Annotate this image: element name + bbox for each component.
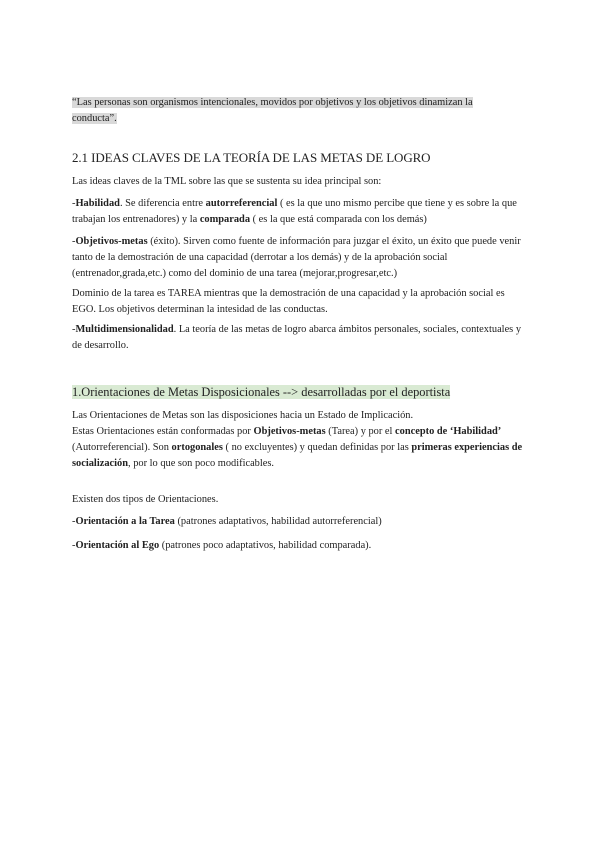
term-concepto-habilidad: concepto de ‘Habilidad’ (395, 426, 502, 437)
ego-paragraph (72, 538, 528, 554)
orientaciones-paragraph-1: Las Orientaciones de Metas son las disposiciones hacia un Estado de Implicación. (72, 410, 414, 421)
bullet-dash: - (72, 324, 76, 335)
term-orientacion-tarea: Orientación a la Tarea (75, 516, 175, 527)
habilidad-paragraph (72, 196, 528, 228)
term-orientacion-ego: Orientación al Ego (75, 540, 160, 551)
term-multidimensionalidad: Multidimensionalidad (75, 324, 174, 335)
term-objetivos-metas: Objetivos-metas (253, 426, 326, 437)
text-run: (patrones poco adaptativos, habilidad comparada). (159, 540, 372, 551)
tipos-paragraph: Existen dos tipos de Orientaciones. (72, 494, 219, 505)
bullet-dash: - (72, 198, 76, 209)
term-objetivos-metas: Objetivos-metas (75, 236, 148, 247)
text-run: (Tarea) y por el (325, 426, 396, 437)
intro-paragraph: Las ideas claves de la TML sobre las que se sustenta su idea principal son: (72, 176, 382, 187)
orientaciones-heading-text: 1.Orientaciones de Metas Disposicionales --> desarrolladas por el deportista (72, 385, 451, 399)
objetivos-paragraph (72, 234, 528, 282)
orientaciones-paragraph-2 (72, 424, 528, 472)
opening-quote (72, 95, 502, 127)
dominio-paragraph: Dominio de la tarea es TAREA mientras que la demostración de una capacidad y la aprobación social es EGO. Los objetivos determinan la intesidad de las conductas. (72, 288, 505, 315)
term-comparada: comparada (199, 214, 251, 225)
text-run: ( no excluyentes) y quedan definidas por las (222, 442, 412, 453)
text-run: Estas Orientaciones están conformadas por (72, 426, 254, 437)
term-primeras-experiencias: primeras experiencias de socialización (72, 442, 523, 469)
text-run: (éxito). Sirven como fuente de información para juzgar el éxito, un éxito que puede venir tanto de la demostración de una capacidad (derrotar a los demás) y de la aprobación social (entrenador,grada,etc.) como del dominio de una tarea (mejorar,progresar,etc.) (72, 236, 521, 279)
term-autorreferencial: autorreferencial (205, 198, 278, 209)
text-run: ( es la que está comparada con los demás) (250, 214, 427, 225)
term-habilidad: Habilidad (75, 198, 120, 209)
term-ortogonales: ortogonales (171, 442, 223, 453)
orientaciones-heading (72, 384, 450, 400)
section-heading: 2.1 IDEAS CLAVES DE LA TEORÍA DE LAS METAS DE LOGRO (72, 150, 431, 165)
text-run: , por lo que son poco modificables. (128, 458, 275, 469)
text-run: (patrones adaptativos, habilidad autorreferencial) (174, 516, 382, 527)
multidimensionalidad-paragraph (72, 322, 528, 354)
text-run: ( es la que uno mismo percibe que tiene y es sobre la que trabajan los entrenadores) y la (72, 198, 517, 225)
tarea-paragraph (72, 514, 528, 530)
text-run: . Se diferencia entre (119, 198, 206, 209)
bullet-dash: - (72, 516, 76, 527)
bullet-dash: - (72, 540, 76, 551)
bullet-dash: - (72, 236, 76, 247)
text-run: . La teoría de las metas de logro abarca ámbitos personales, sociales, contextuales y de desarrollo. (72, 324, 522, 351)
text-run: (Autorreferencial). Son (72, 442, 172, 453)
quote-text: “Las personas son organismos intencionales, movidos por objetivos y los objetivos dinamizan la conducta”. (72, 97, 473, 124)
